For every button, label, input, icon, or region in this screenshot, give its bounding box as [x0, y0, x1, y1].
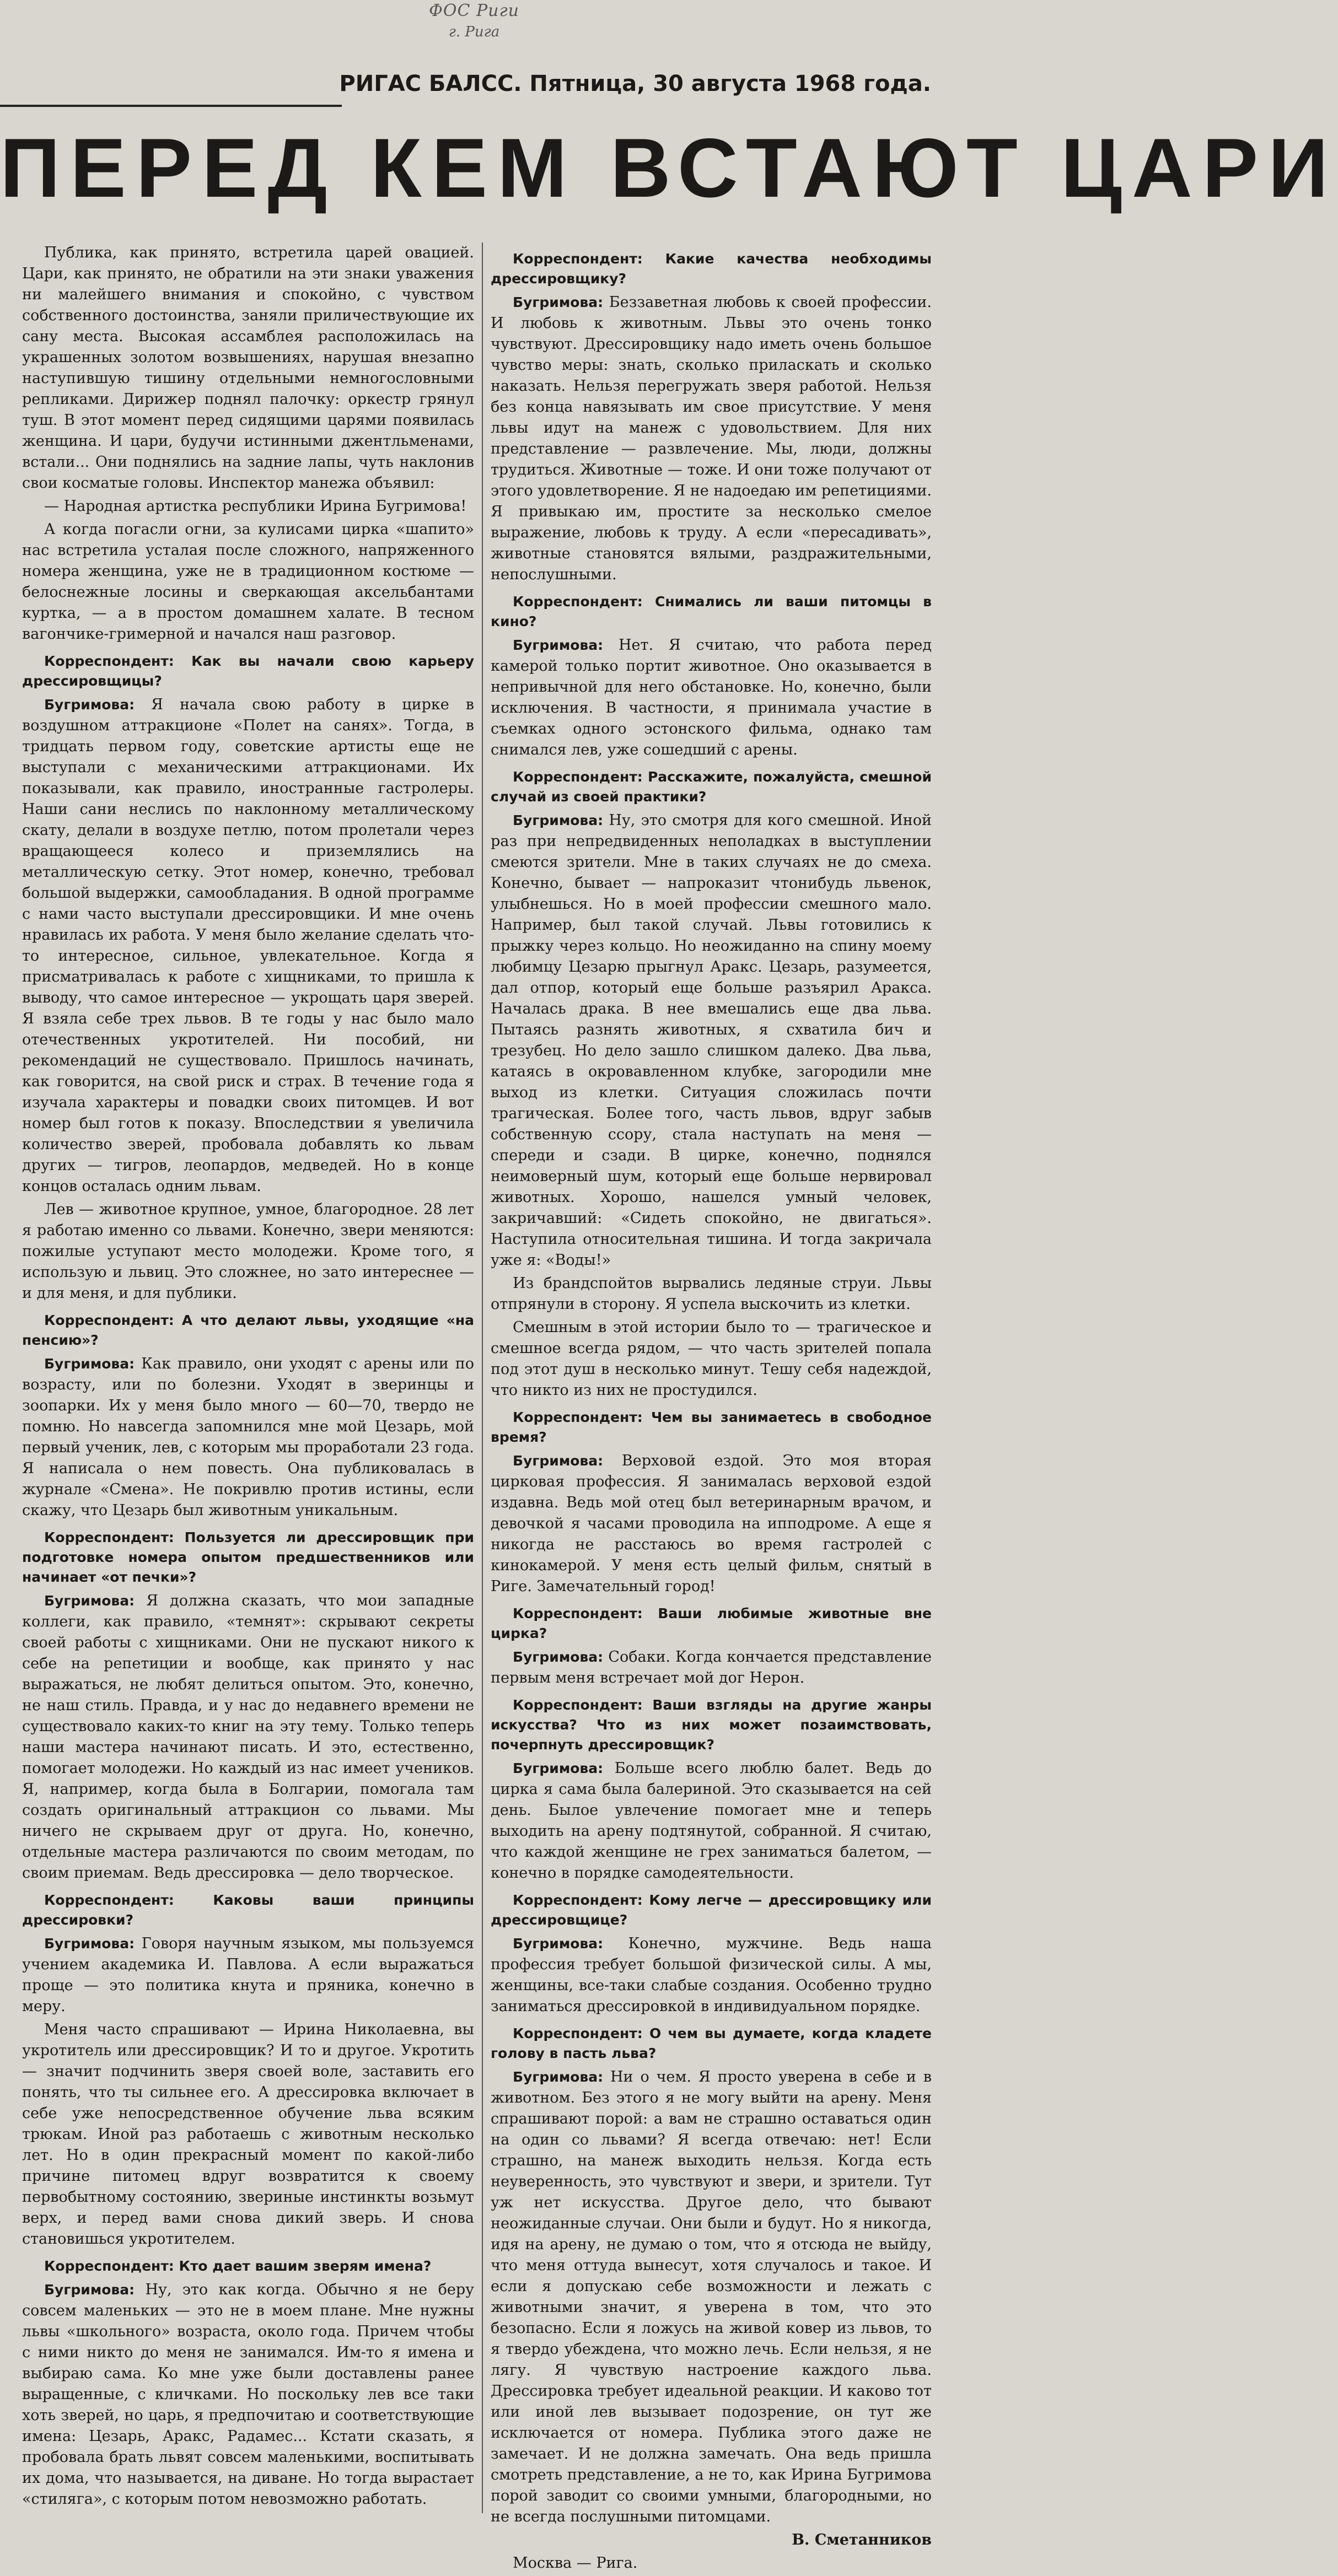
answer-text: Собаки. Когда кончается представление первым меня встречает мой дог Нерон.: [491, 1648, 932, 1686]
question: Корреспондент: Снимались ли ваши питомцы в кино?: [491, 594, 932, 629]
question: Корреспондент: Каковы ваши принципы дрессировки?: [22, 1892, 474, 1928]
answer-text: Больше всего люблю балет. Ведь до цирка я сама была балериной. Это сказывается на сей день. Былое увлечение помогает мне и теперь выходить на арену подтянутой, собранной. Я считаю, что каждой женщине не грех заниматься балетом, — конечно в порядке самодеятельности.: [491, 1760, 932, 1882]
answer-text: Как правило, они уходят с арены или по возрасту, или по болезни. Уходят в зверинцы и зоопарки. Их у меня было много — 60—70, твердо не помню. Но навсегда запомнился мне мой Цезарь, мой первый ученик, лев, с которым мы проработали 23 года. Я написала о нем повесть. Она публиковалась в журнале «Смена». Не покривлю против истины, если скажу, что Цезарь был животным уникальным.: [22, 1355, 474, 1519]
answer: [491, 1647, 932, 1689]
intro-paragraph: — Народная артистка республики Ирина Бугримова!: [44, 498, 467, 515]
answer: [491, 1451, 932, 1597]
question: Корреспондент: Ваши взгляды на другие жанры искусства? Что из них может позаимствовать, почерпнуть дрессировщик?: [491, 1697, 932, 1753]
answer-text: Беззаветная любовь к своей профессии. И любовь к животным. Львы это очень тонко чувствуют. Дрессировщику надо иметь очень большое чувство меры: знать, сколько приласкать и сколько наказать. Нельзя перегружать зверя работой. Нельзя без конца навязывать им свое присутствие. У меня львы идут на манеж с удовольствием. Для них представление — развлечение. Мы, люди, должны трудиться. Животные — тоже. И они тоже получают от этого удовлетворение. Я не надоедаю им репетициями. Я привыкаю им, простите за несколько смелое выражение, любовь к труду. А если «пересадивать», животные становятся вялыми, раздражительными, непослушными.: [491, 294, 932, 583]
answer-text: Меня часто спрашивают — Ирина Николаевна, вы укротитель или дрессировщик? И то и другое. Укротить — значит подчинить зверя своей воле, заставить его понять, что ты сильнее его. А дрессировка включает в себе уже непосредственное обучение льва всяким трюкам. Иной раз работаешь с животным несколько лет. Но в один прекрасный момент по какой-либо причине питомец вдруг возвратится к своему первобытному состоянию, звериные инстинкты возьмут верх, и перед вами снова дикий зверь. И снова становишься укротителем.: [22, 2021, 474, 2248]
answer: [491, 1317, 932, 1401]
column-divider: [482, 242, 483, 2513]
answer-text: Лев — животное крупное, умное, благородное. 28 лет я работаю именно со львами. Конечно, звери меняются: пожилые уступают место молодежи. Кроме того, я использую и львиц. Это сложнее, но зато интереснее — и для меня, и для публики.: [22, 1201, 474, 1302]
answer: [491, 1758, 932, 1884]
answer-text: Из брандспойтов вырвались ледяные струи. Львы отпрянули в сторону. Я успела выскочить из клетки.: [491, 1275, 932, 1313]
intro-paragraph: Публика, как принято, встретила царей овацией. Цари, как принято, не обратили на эти знаки уважения ни малейшего внимания и спокойно, с чувством собственного достоинства, заняли приличествующие их сану места. Высокая ассамблея расположилась на украшенных золотом возвышениях, нарушая внезапно наступившую тишину отдельными немногословными репликами. Дирижер поднял палочку: оркестр грянул туш. В этот момент перед сидящими царями появилась женщина. И цари, будучи истинными джентльменами, встали... Они поднялись на задние лапы, чуть наклонив свои косматые головы. Инспектор манежа объявил:: [22, 244, 474, 492]
speaker: Бугримова:: [513, 2069, 604, 2085]
answer-text: Я начала свою работу в цирке в воздушном аттракционе «Полет на санях». Тогда, в тридцать первом году, советские артисты еще не выступали с механическими аттракционами. Их показывали, как правило, иностранные гастролеры. Наши сани неслись по наклонному металлическому скату, делали в воздухе петлю, потом пролетали через вращающееся колесо и приземлялись на металлическую сетку. Этот номер, конечно, требовал большой выдержки, самообладания. В одной программе с нами часто выступали дрессировщики. И мне очень нравилась их работа. У меня было желание сделать что-то интересное, сильное, увлекательное. Когда я присматривалась к работе с хищниками, то пришла к выводу, что самое интересное — укрощать царя зверей. Я взяла себе трех львов. В те годы у нас было мало отечественных укротителей. Ни пособий, ни рекомендаций не существовало. Пришлось начинать, как говорится, на свой риск и страх. В течение года я изучала характеры и повадки своих питомцев. И вот номер был готов к показу. Впоследствии я увеличила количество зверей, пробовала добавлять ко львам других — тигров, леопардов, медведей. Но в конце концов осталась одним львам.: [22, 696, 474, 1195]
question: Корреспондент: Кто дает вашим зверям имена?: [44, 2258, 432, 2274]
answer-text: Смешным в этой истории было то — трагическое и смешное всегда рядом, — что часть зрителей попала под этот душ в несколько минут. Тешу себя надеждой, что никто из них не простудился.: [491, 1319, 932, 1399]
masthead-rule: [0, 105, 342, 107]
question: Корреспондент: А что делают львы, уходящие «на пенсию»?: [22, 1312, 474, 1348]
speaker: Бугримова:: [513, 1649, 604, 1665]
answer: [491, 810, 932, 1271]
answer-text: Верховой ездой. Это моя вторая цирковая профессия. Я занималась верховой ездой издавна. Ведь мой отец был ветеринарным врачом, и девочкой я часами проводила на ипподроме. А еще я никогда не расстаюсь во время гастролей с кинокамерой. У меня есть целый фильм, снятый в Риге. Замечательный город!: [491, 1452, 932, 1595]
question: Корреспондент: Кому легче — дрессировщику или дрессировщице?: [491, 1892, 932, 1928]
answer: [491, 635, 932, 761]
question: Корреспондент: Какие качества необходимы дрессировщику?: [491, 251, 932, 287]
stamp-line-1: ФOC Риги: [429, 1, 519, 20]
answer-text: Ни о чем. Я просто уверена в себе и в животном. Без этого я не могу выйти на арену. Меня спрашивают порой: а вам не страшно оставаться один на один со львами? Я всегда отвечаю: нет! Если страшно, на манеж выходить нельзя. Когда есть неуверенность, это чувствуют и звери, и зрители. Тут уж нет искусства. Другое дело, что бывают неожиданные случаи. Они были и будут. Но я никогда, идя на арену, не думаю о том, что я отсюда не выйду, что меня оттуда вынесут, хотя случалось и такое. И если я допускаю себе возможности и лежать с животными значит, я уверена в том, что это безопасно. Если я ложусь на живой ковер из львов, то я твердо убеждена, что можно лечь. Если нельзя, я не лягу. Я чувствую настроение каждого льва. Дрессировка требует идеальной реакции. И каково тот или иной лев вызывает подозрение, он тут же исключается от номера. Публика этого даже не замечает. И не должна замечать. Она ведь пришла смотреть представление, а не то, как Ирина Бугримова порой заводит со своими умными, благородными, но не всегда послушными питомцами.: [491, 2068, 932, 2525]
question: Корреспондент: Пользуется ли дрессировщик при подготовке номера опытом предшественников или начинает «от печки»?: [22, 1529, 474, 1585]
answer-text: Я должна сказать, что мои западные коллеги, как правило, «темнят»: скрывают секреты своей работы с хищниками. Они не пускают никого к себе на репетиции и вообще, как принято у нас выражаться, не любят делиться опытом. Это, конечно, не наш стиль. Правда, и у нас до недавнего времени не существовало каких-то книг на эту тему. Только теперь наши мастера начинают писать. И это, естественно, помогает молодежи. Но каждый из нас имеет учеников. Я, например, когда была в Болгарии, помогала там создать оригинальный аттракцион со львами. Мы ничего не скрываем друг от друга. Но, конечно, отдельные мастера различаются по своим методам, по своим приемам. Ведь дрессировка — дело творческое.: [22, 1592, 474, 1882]
headline: ПЕРЕД КЕМ ВСТАЮТ ЦАРИ: [0, 121, 1338, 215]
answer: [22, 694, 474, 1197]
speaker: Бугримова:: [513, 812, 604, 828]
speaker: Бугримова:: [513, 1453, 604, 1469]
question: Корреспондент: Чем вы занимаетесь в свободное время?: [491, 1409, 932, 1445]
speaker: Бугримова:: [44, 2282, 135, 2298]
dateline-place: Москва — Рига.: [513, 2555, 638, 2572]
answer-text: Ну, это смотря для кого смешной. Иной раз при непредвиденных неполадках в выступлении смеются зрители. Мне в таких случаях не до смеха. Конечно, бывает — напроказит чтонибудь львенок, улыбнешься. Но в моей профессии смешного мало. Например, был такой случай. Львы готовились к прыжку через кольцо. Но неожиданно на спину моему любимцу Цезарю прыгнул Аракс. Цезарь, разумеется, дал отпор, который еще больше разъярил Аракса. Началась драка. В нее вмешались еще два льва. Пытаясь разнять животных, я схватила бич и трезубец. Но дело зашло слишком далеко. Два льва, катаясь в окровавленном клубке, загородили мне выход из клетки. Ситуация сложилась почти трагическая. Более того, часть львов, вдруг забыв собственную ссору, стала наступать на меня — спереди и сзади. В цирке, конечно, поднялся неимоверный шум, который еще больше нервировал животных. Хорошо, нашелся умный человек, закричавший: «Сидеть спокойно, не двигаться». Наступила относительная тишина. И тогда закричала уже я: «Воды!»: [491, 812, 932, 1269]
answer: [22, 1933, 474, 2017]
speaker: Бугримова:: [44, 1593, 135, 1609]
question: Корреспондент: Ваши любимые животные вне цирка?: [491, 1605, 932, 1641]
answer-text: Ну, это как когда. Обычно я не беру совсем маленьких — это не в моем плане. Мне нужны львы «школьного» возраста, около года. Причем чтобы с ними никто до меня не занимался. Им-то я имена и выбираю сама. Ко мне уже были доставлены ранее выращенные, с кличками. Но поскольку лев все таки хоть зверей, но царь, я предпочитаю и соответствующие имена: Цезарь, Аракс, Радамес... Кстати сказать, я пробовала брать львят совсем маленькими, воспитывать их дома, что называется, на диване. Но тогда вырастает «стиляга», с которым потом невозможно работать.: [22, 2281, 474, 2508]
answer: [22, 1591, 474, 1884]
answer: [22, 2279, 474, 2510]
answer: [491, 292, 932, 585]
column-right: [491, 242, 932, 2576]
speaker: Бугримова:: [513, 1936, 604, 1952]
speaker: Бугримова:: [513, 637, 604, 653]
answer-text: Говоря научным языком, мы пользуемся учением академика И. Павлова. А если выражаться проще — это политика кнута и пряника, конечно в меру.: [22, 1935, 474, 2015]
answer: [22, 2019, 474, 2250]
answer: [22, 1199, 474, 1304]
library-stamp: [419, 0, 529, 61]
speaker: Бугримова:: [513, 1760, 604, 1776]
speaker: Бугримова:: [513, 294, 604, 310]
speaker: Бугримова:: [44, 697, 135, 713]
question: Корреспондент: О чем вы думаете, когда кладете голову в пасть льва?: [491, 2025, 932, 2061]
answer: [491, 2067, 932, 2528]
question: Корреспондент: Как вы начали свою карьеру дрессировщицы?: [22, 653, 474, 689]
answer: [491, 1933, 932, 2017]
answer-text: Нет. Я считаю, что работа перед камерой только портит животное. Оно оказывается в непривычной для него обстановке. Но, конечно, были исключения. В частности, я принимала участие в съемках одного эстонского фильма, однако там снимался лев, уже сошедший с арены.: [491, 637, 932, 758]
stamp-line-2: г. Рига: [448, 24, 500, 40]
speaker: Бугримова:: [44, 1356, 135, 1372]
speaker: Бугримова:: [44, 1936, 135, 1952]
intro-paragraph: А когда погасли огни, за кулисами цирка «шапито» нас встретила усталая после сложного, напряженного номера женщина, уже не в традиционном костюме — белоснежные лосины и сверкающая аксельбантами куртка, — а в простом домашнем халате. В тесном вагончике-гримерной и начался наш разговор.: [22, 521, 474, 643]
column-left: [22, 242, 474, 2512]
dateline: РИГАС БАЛСС. Пятница, 30 августа 1968 года.: [339, 71, 931, 96]
question: Корреспондент: Расскажите, пожалуйста, смешной случай из своей практики?: [491, 769, 932, 805]
answer-text: Конечно, мужчине. Ведь наша профессия требует большой физической силы. А мы, женщины, все-таки слабые создания. Особенно трудно заниматься дрессировкой в индивидуальном порядке.: [491, 1935, 932, 2015]
answer: [22, 1354, 474, 1521]
answer: [491, 1273, 932, 1315]
byline: В. Сметанников: [792, 2531, 932, 2548]
